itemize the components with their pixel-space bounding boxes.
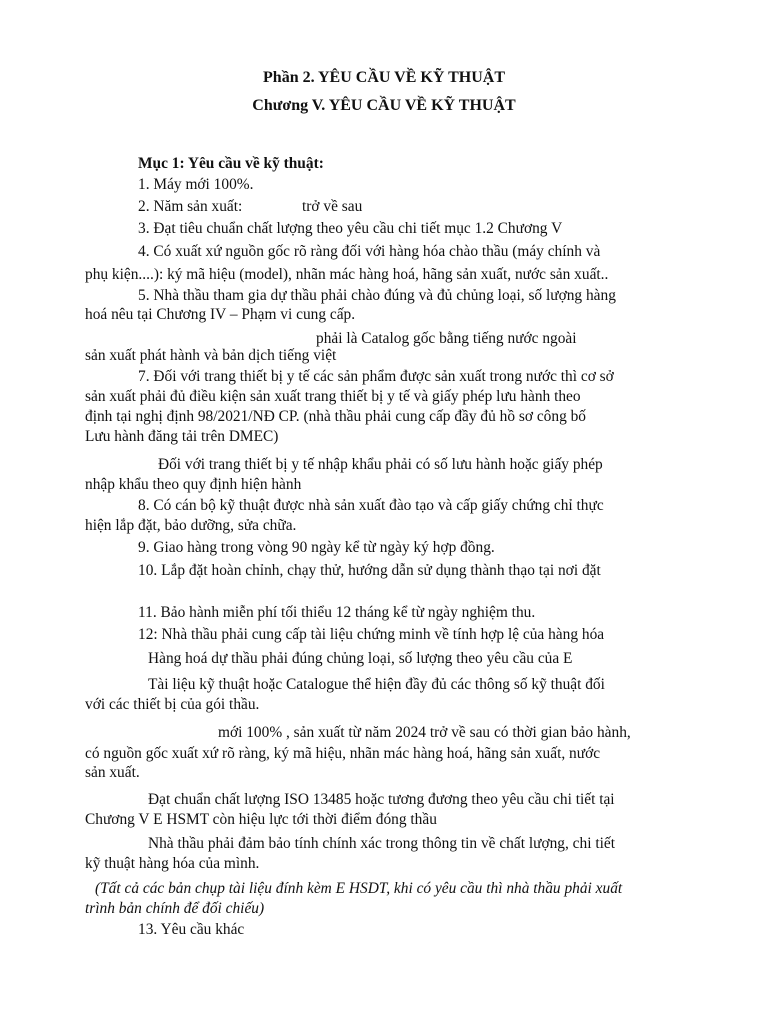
item-12-line-6: có nguồn gốc xuất xứ rõ ràng, ký mã hiệu, nhãn mác hàng hoá, hãng sản xuất, nước — [85, 745, 601, 762]
item-2-value: trở về sau — [302, 198, 363, 215]
item-7-line-2: sản xuất phải đủ điều kiện sản xuất trang thiết bị y tế và giấy phép lưu hành theo — [85, 388, 581, 405]
item-4-line-2: phụ kiện....): ký mã hiệu (model), nhãn mác hàng hoá, hãng sản xuất, nước sản xuất.. — [85, 266, 609, 283]
item-7-line-3: định tại nghị định 98/2021/NĐ CP. (nhà thầu phải cung cấp đầy đủ hồ sơ công bố — [85, 408, 587, 425]
item-11: 11. Bảo hành miễn phí tối thiểu 12 tháng kể từ ngày nghiệm thu. — [138, 604, 536, 621]
item-6-line-2: sản xuất phát hành và bản dịch tiếng việt — [85, 347, 337, 364]
note-line-1: (Tất cả các bản chụp tài liệu đính kèm E HSDT, khi có yêu cầu thì nhà thầu phải xuất — [95, 880, 623, 897]
item-7-line-4: Lưu hành đăng tải trên DMEC) — [85, 428, 279, 445]
item-6-line-1: phải là Catalog gốc bằng tiếng nước ngoài — [316, 330, 577, 347]
item-5-line-2: hoá nêu tại Chương IV – Phạm vi cung cấp. — [85, 306, 356, 323]
item-12-line-4: với các thiết bị của gói thầu. — [85, 696, 260, 713]
item-12-line-3: Tài liệu kỹ thuật hoặc Catalogue thể hiện đầy đủ các thông số kỹ thuật đối — [148, 676, 605, 693]
item-8-line-1: 8. Có cán bộ kỹ thuật được nhà sản xuất đào tạo và cấp giấy chứng chỉ thực — [138, 497, 604, 514]
item-3: 3. Đạt tiêu chuẩn chất lượng theo yêu cầu chi tiết mục 1.2 Chương V — [138, 220, 563, 237]
item-5-line-1: 5. Nhà thầu tham gia dự thầu phải chào đúng và đủ chủng loại, số lượng hàng — [138, 287, 616, 304]
item-12-line-9: Chương V E HSMT còn hiệu lực tới thời điểm đóng thầu — [85, 811, 437, 828]
item-12-line-7: sản xuất. — [85, 764, 140, 781]
item-12-line-5: mới 100% , sản xuất từ năm 2024 trở về sau có thời gian bảo hành, — [218, 724, 631, 741]
part-heading: Phần 2. YÊU CẦU VỀ KỸ THUẬT — [263, 69, 505, 86]
item-12-line-10: Nhà thầu phải đảm bảo tính chính xác trong thông tin về chất lượng, chi tiết — [148, 835, 615, 852]
item-13: 13. Yêu cầu khác — [138, 921, 245, 938]
item-12-line-8: Đạt chuẩn chất lượng ISO 13485 hoặc tương đương theo yêu cầu chi tiết tại — [148, 791, 615, 808]
item-12-line-2: Hàng hoá dự thầu phải đúng chủng loại, số lượng theo yêu cầu của E — [148, 650, 573, 667]
note-line-2: trình bản chính để đối chiếu) — [85, 900, 265, 917]
item-7-line-1: 7. Đối với trang thiết bị y tế các sản phẩm được sản xuất trong nước thì cơ sở — [138, 368, 614, 385]
item-7-line-5: Đối với trang thiết bị y tế nhập khẩu phải có số lưu hành hoặc giấy phép — [158, 456, 603, 473]
item-12-line-11: kỹ thuật hàng hóa của mình. — [85, 855, 260, 872]
item-1: 1. Máy mới 100%. — [138, 176, 254, 193]
item-10: 10. Lắp đặt hoàn chỉnh, chạy thử, hướng dẫn sử dụng thành thạo tại nơi đặt — [138, 562, 601, 579]
item-4-line-1: 4. Có xuất xứ nguồn gốc rõ ràng đối với hàng hóa chào thầu (máy chính và — [138, 243, 601, 260]
item-12-line-1: 12: Nhà thầu phải cung cấp tài liệu chứng minh về tính hợp lệ của hàng hóa — [138, 626, 605, 643]
item-7-line-6: nhập khẩu theo quy định hiện hành — [85, 476, 302, 493]
item-2-label: 2. Năm sản xuất: — [138, 198, 243, 215]
section-title: Mục 1: Yêu cầu về kỹ thuật: — [138, 155, 324, 172]
chapter-heading: Chương V. YÊU CẦU VỀ KỸ THUẬT — [252, 97, 516, 114]
item-8-line-2: hiện lắp đặt, bảo dưỡng, sửa chữa. — [85, 517, 297, 534]
item-9: 9. Giao hàng trong vòng 90 ngày kể từ ngày ký hợp đồng. — [138, 539, 495, 556]
